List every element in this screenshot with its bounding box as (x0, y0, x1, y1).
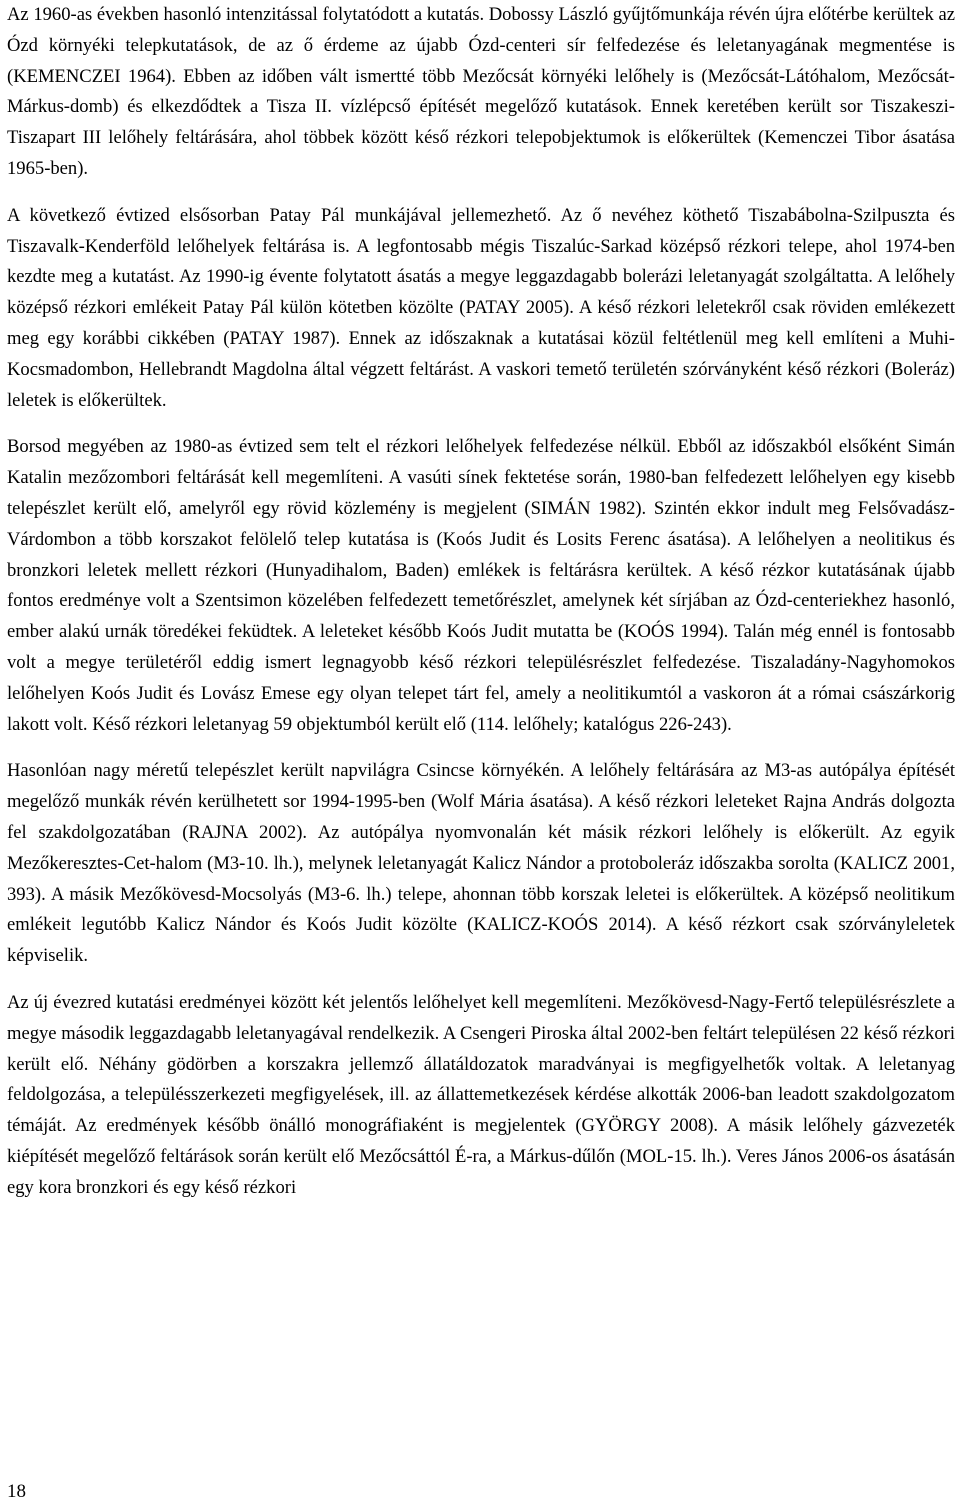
paragraph-new-millennium: Az új évezred kutatási eredményei között két jelentős lelőhelyet kell megemlíteni. Mezőkövesd-Nagy-Fertő településrészlete a megye második leggazdagabb leletanyagával rendelkezik. A Csengeri Piroska által 2002-ben feltárt településen 22 késő rézkori került elő. Néhány gödörben a korszakra jellemző állatáldozatok maradványai is megfigyelhetők voltak. A leletanyag feldolgozása, a településszerkezeti megfigyelések, ill. az állattemetkezések kérdése alkották 2006-ban leadott szakdolgozatom témáját. Az eredmények később önálló monográfiaként is megjelentek (GYÖRGY 2008). A másik lelőhely gázvezeték kiépítését megelőző feltárások során került elő Mezőcsáttól É-ra, a Márkus-dűlőn (MOL-15. lh.). Veres János 2006-os ásatásán egy kora bronzkori és egy késő rézkori (7, 991, 955, 1198)
document-page (7, 0, 955, 1203)
paragraph-1980s-research: Borsod megyében az 1980-as évtized sem telt el rézkori lelőhelyek felfedezése nélkül. Ebből az időszakból elsőként Simán Katalin mezőzombori feltárását kell megemlíteni. A vasúti sínek fektetése során, 1980-ban felfedezett lelőhelyen egy kisebb telepészlet került elő, amelyről egy rövid közlemény is megjelent (SIMÁN 1982). Szintén ekkor indult meg Felsővadász-Várdombon a több korszakot felölelő telep kutatása is (Koós Judit és Losits Ferenc ásatása). A lelőhelyen a neolitikus és bronzkori leletek mellett rézkori (Hunyadihalom, Baden) emlékek is feltárásra kerültek. A késő rézkor kutatásának újabb fontos eredménye volt a Szentsimon közelében felfedezett temetőrészlet, amelynek két sírjában az Ózd-centeriekhez hasonló, ember alakú urnák töredékei feküdtek. A leleteket később Koós Judit mutatta be (KOÓS 1994). Talán még ennél is fontosabb volt a megye területéről eddig ismert legnagyobb késő rézkori településrészlet felfedezése. Tiszaladány-Nagyhomokos lelőhelyen Koós Judit és Lovász Emese egy olyan telepet tárt fel, amely a neolitikumtól a vaskoron át a római császárkorig lakott volt. Késő rézkori leletanyag 59 objektumból került elő (114. lelőhely; katalógus 226-243). (7, 436, 955, 735)
page-number: 18 (7, 1481, 26, 1502)
paragraph-csincse-m3: Hasonlóan nagy méretű telepészlet került napvilágra Csincse környékén. A lelőhely feltárására az M3-as autópálya építését megelőző munkák révén kerülhetett sor 1994-1995-ben (Wolf Mária ásatása). A késő rézkori leleteket Rajna András dolgozta fel szakdolgozatában (RAJNA 2002). Az autópálya nyomvonalán két másik rézkori lelőhely is előkerült. Az egyik Mezőkeresztes-Cet-halom (M3-10. lh.), melynek leletanyagát Kalicz Nándor a protoboleráz időszakba sorolta (KALICZ 2001, 393). A másik Mezőkövesd-Mocsolyás (M3-6. lh.) telepe, ahonnan több korszak leletei is előkerültek. A középső neolitikum emlékeit legutóbb Kalicz Nándor és Koós Judit közölte (KALICZ-KOÓS 2014). A késő rézkort csak szórványleletek képviselik. (7, 760, 955, 967)
paragraph-1970s-research: A következő évtized elsősorban Patay Pál munkájával jellemezhető. Az ő nevéhez köthető Tiszabábolna-Szilpuszta és Tiszavalk-Kenderföld lelőhelyek feltárása is. A legfontosabb mégis Tiszalúc-Sarkad középső rézkori telepe, ahol 1974-ben kezdte meg a kutatást. Az 1990-ig évente folytatott ásatás a megye leggazdagabb bolerázi leletanyagát szolgáltatta. A lelőhely középső rézkori emlékeit Patay Pál külön kötetben közölte (PATAY 2005). A késő rézkori leletekről csak röviden emlékezett meg egy korábbi cikkében (PATAY 1987). Ennek az időszaknak a kutatásai közül feltétlenül meg kell említeni a Muhi-Kocsmadombon, Hellebrandt Magdolna által végzett feltárást. A vaskori temető területén szórványként késő rézkori (Boleráz) leletek is előkerültek. (7, 204, 955, 411)
paragraph-1960s-research: Az 1960-as években hasonló intenzitással folytatódott a kutatás. Dobossy László gyűjtőmunkája révén újra előtérbe kerültek az Ózd környéki telepkutatások, de az ő érdeme az újabb Ózd-centeri sír felfedezése és leletanyagának megmentése is (KEMENCZEI 1964). Ebben az időben vált ismertté több Mezőcsát környéki lelőhely is (Mezőcsát-Látóhalom, Mezőcsát-Márkus-domb) és elkezdődtek a Tisza II. vízlépcső építését megelőző kutatások. Ennek keretében került sor Tiszakeszi-Tiszapart III lelőhely feltárására, ahol többek között késő rézkori telepobjektumok is előkerültek (Kemenczei Tibor ásatása 1965-ben). (7, 4, 955, 179)
